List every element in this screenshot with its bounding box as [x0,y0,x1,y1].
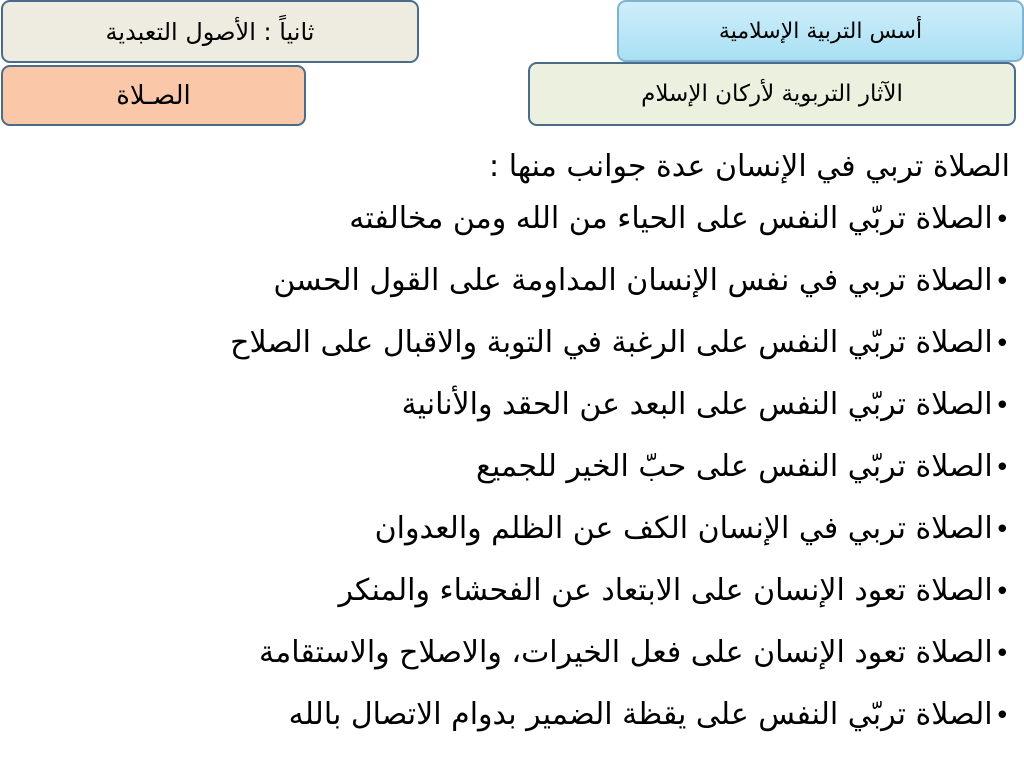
list-item-text: الصلاة تربّي النفس على يقظة الضمير بدوام الاتصال بالله [288,697,993,732]
bullet-icon: • [994,577,1010,607]
topic-title-box [528,62,1016,126]
list-item [20,571,1010,633]
pillar-title: الصـلاة [116,80,191,111]
subject-title: أسس التربية الإسلامية [718,18,923,44]
list-item-text: الصلاة تعود الإنسان على الابتعاد عن الفحشاء والمنكر [338,573,993,608]
list-item [20,695,1010,757]
bullet-icon: • [994,453,1010,483]
bullet-icon: • [994,701,1010,731]
topic-title: الآثار التربوية لأركان الإسلام [641,81,903,107]
list-item [20,199,1010,261]
pillar-title-box [1,65,306,126]
list-item-text: الصلاة تربّي النفس على البعد عن الحقد والأنانية [401,387,993,422]
list-item-text: الصلاة تربي في نفس الإنسان المداومة على القول الحسن [273,263,993,298]
list-item [20,385,1010,447]
content-area [20,147,1010,757]
list-item-text: الصلاة تربي في الإنسان الكف عن الظلم والعدوان [374,511,993,546]
section-title: ثانياً : الأصول التعبدية [105,17,315,46]
list-item-text: الصلاة تربّي النفس على حبّ الخير للجميع [476,449,993,484]
list-item [20,509,1010,571]
bullet-icon: • [994,329,1010,359]
list-item [20,447,1010,509]
bullet-icon: • [994,267,1010,297]
list-item [20,261,1010,323]
list-item-text: الصلاة تعود الإنسان على فعل الخيرات، والاصلاح والاستقامة [259,635,993,670]
point-list [20,199,1010,757]
subject-title-box [617,0,1024,62]
bullet-icon: • [994,515,1010,545]
section-title-box [1,0,419,63]
bullet-icon: • [994,205,1010,235]
list-item [20,633,1010,695]
list-item-text: الصلاة تربّي النفس على الرغبة في التوبة والاقبال على الصلاح [230,325,993,360]
list-item-text: الصلاة تربّي النفس على الحياء من الله ومن مخالفته [349,201,993,236]
list-item [20,323,1010,385]
bullet-icon: • [994,391,1010,421]
bullet-icon: • [994,639,1010,669]
intro-text: الصلاة تربي في الإنسان عدة جوانب منها : [489,149,1010,184]
